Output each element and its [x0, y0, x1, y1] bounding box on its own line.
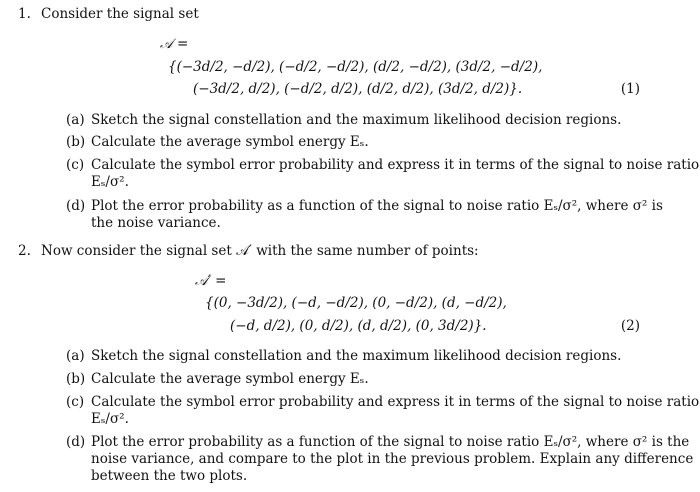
part-2d-text-line-2: noise variance, and compare to the plot in the previous problem. Explain any difference: [91, 451, 694, 467]
part-1c-label: (c): [66, 157, 85, 173]
set-a-prime-line-2: (−d, d/2), (0, d/2), (d, d/2), (0, 3d/2)}.: [230, 318, 487, 334]
set-a-prime-line-1: {(0, −3d/2), (−d, −d/2), (0, −d/2), (d, −d/2),: [205, 295, 507, 311]
part-2d-text-line-1: Plot the error probability as a function of the signal to noise ratio Eₛ/σ², where σ² is the: [91, 434, 690, 450]
part-2c-text-line-1: Calculate the symbol error probability and express it in terms of the signal to noise ratio: [91, 394, 700, 410]
part-1d-text-line-1: Plot the error probability as a function of the signal to noise ratio Eₛ/σ², where σ² is: [91, 198, 663, 214]
part-1d-label: (d): [66, 198, 86, 214]
part-2a-text: Sketch the signal constellation and the maximum likelihood decision regions.: [91, 348, 622, 364]
set-a-line-2: (−3d/2, d/2), (−d/2, d/2), (d/2, d/2), (3d/2, d/2)}.: [193, 81, 523, 97]
part-2d-label: (d): [66, 434, 86, 450]
problem-1-intro: Consider the signal set: [41, 6, 199, 22]
problem-2-number: 2.: [18, 243, 31, 259]
part-1c-text-line-2: Eₛ/σ².: [91, 174, 129, 190]
part-1c-text-line-1: Calculate the symbol error probability and express it in terms of the signal to noise ratio: [91, 157, 700, 173]
part-2a-label: (a): [66, 348, 85, 364]
equation-number-2: (2): [620, 318, 640, 334]
part-1b-label: (b): [66, 134, 86, 150]
part-1b-text: Calculate the average symbol energy Eₛ.: [91, 134, 369, 150]
set-a-label: 𝒜 =: [160, 36, 189, 52]
part-2b-label: (b): [66, 371, 86, 387]
set-a-prime-label: 𝒜′ =: [195, 273, 227, 289]
part-2c-text-line-2: Eₛ/σ².: [91, 411, 129, 427]
part-1d-text-line-2: the noise variance.: [91, 215, 221, 231]
part-1a-text: Sketch the signal constellation and the maximum likelihood decision regions.: [91, 112, 622, 128]
problem-1-number: 1.: [18, 6, 31, 22]
part-2c-label: (c): [66, 394, 85, 410]
problem-2-intro: Now consider the signal set 𝒜′ with the same number of points:: [41, 243, 479, 259]
part-1a-label: (a): [66, 112, 85, 128]
part-2b-text: Calculate the average symbol energy Eₛ.: [91, 371, 369, 387]
part-2d-text-line-3: between the two plots.: [91, 468, 248, 484]
set-a-line-1: {(−3d/2, −d/2), (−d/2, −d/2), (d/2, −d/2), (3d/2, −d/2),: [168, 59, 543, 75]
equation-number-1: (1): [620, 81, 640, 97]
